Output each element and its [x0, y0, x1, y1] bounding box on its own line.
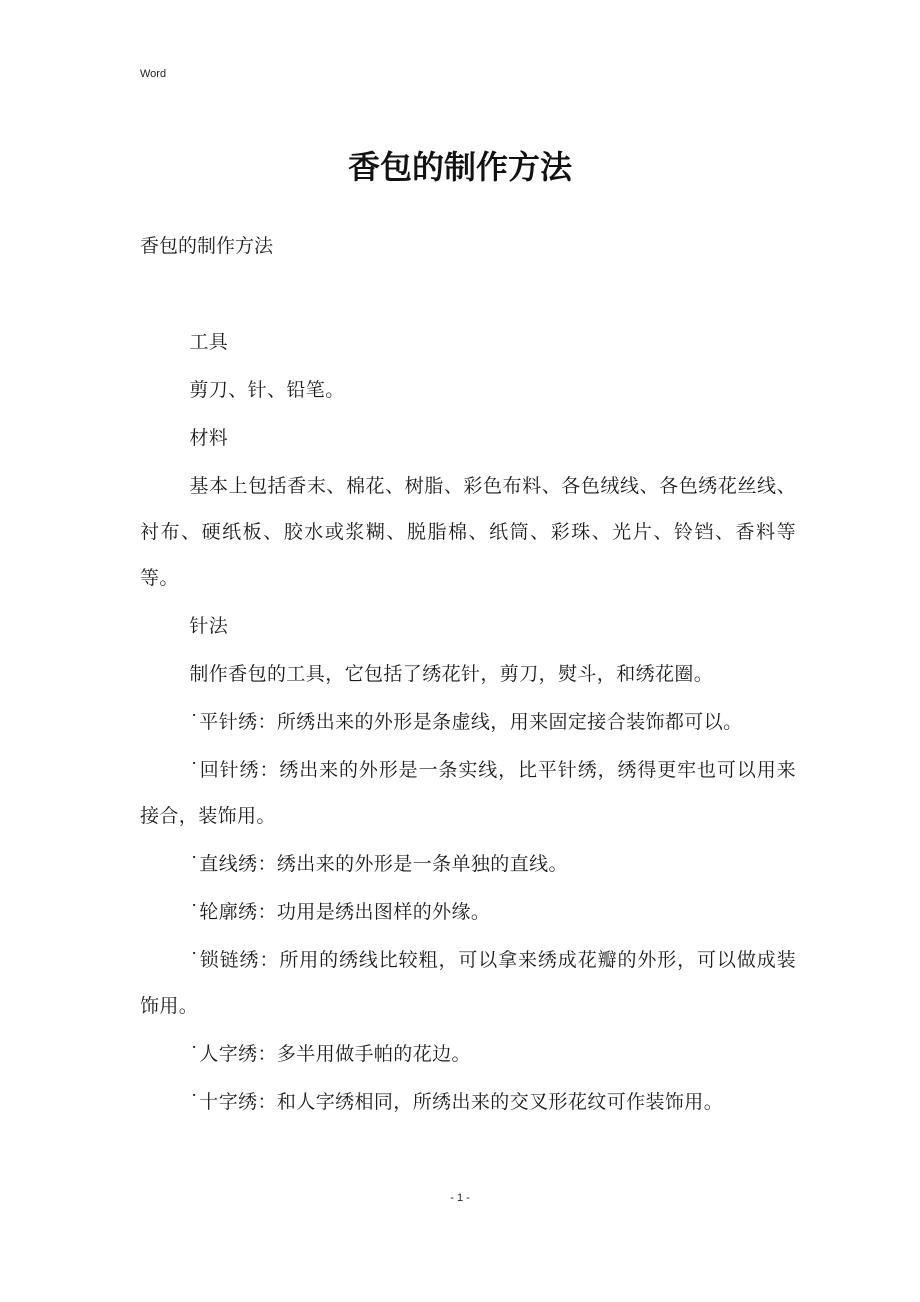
paragraph-materials: 基本上包括香末、棉花、树脂、彩色布料、各色绒线、各色绣花丝线、衬布、硬纸板、胶水或浆糊、脱脂棉、纸筒、彩珠、光片、铃铛、香料等等。 — [140, 475, 796, 589]
heading-materials: 材料 — [189, 427, 229, 449]
heading-stitches: 针法 — [189, 615, 229, 637]
paragraph-back-stitch: ˙回针绣：绣出来的外形是一条实线，比平针绣，绣得更牢也可以用来接合，装饰用。 — [140, 759, 796, 827]
heading-tools: 工具 — [189, 331, 229, 353]
paragraph-herringbone-stitch: ˙人字绣：多半用做手帕的花边。 — [189, 1043, 471, 1065]
header-label: Word — [140, 68, 167, 80]
page-number: - 1 - — [450, 1192, 470, 1204]
document-title: 香包的制作方法 — [347, 148, 572, 186]
paragraph-tools: 剪刀、针、铅笔。 — [189, 379, 345, 401]
paragraph-outline-stitch: ˙轮廓绣：功用是绣出图样的外缘。 — [189, 901, 491, 923]
paragraph-straight-stitch: ˙直线绣：绣出来的外形是一条单独的直线。 — [189, 853, 568, 875]
paragraph-running-stitch: ˙平针绣：所绣出来的外形是条虚线，用来固定接合装饰都可以。 — [189, 711, 743, 733]
paragraph-stitch-tools: 制作香包的工具，它包括了绣花针，剪刀，熨斗，和绣花圈。 — [189, 663, 714, 685]
document-subtitle: 香包的制作方法 — [140, 235, 274, 257]
paragraph-chain-stitch: ˙锁链绣：所用的绣线比较粗，可以拿来绣成花瓣的外形，可以做成装饰用。 — [140, 949, 796, 1017]
document-body — [140, 325, 796, 1133]
paragraph-cross-stitch: ˙十字绣：和人字绣相同，所绣出来的交叉形花纹可作装饰用。 — [189, 1091, 724, 1113]
